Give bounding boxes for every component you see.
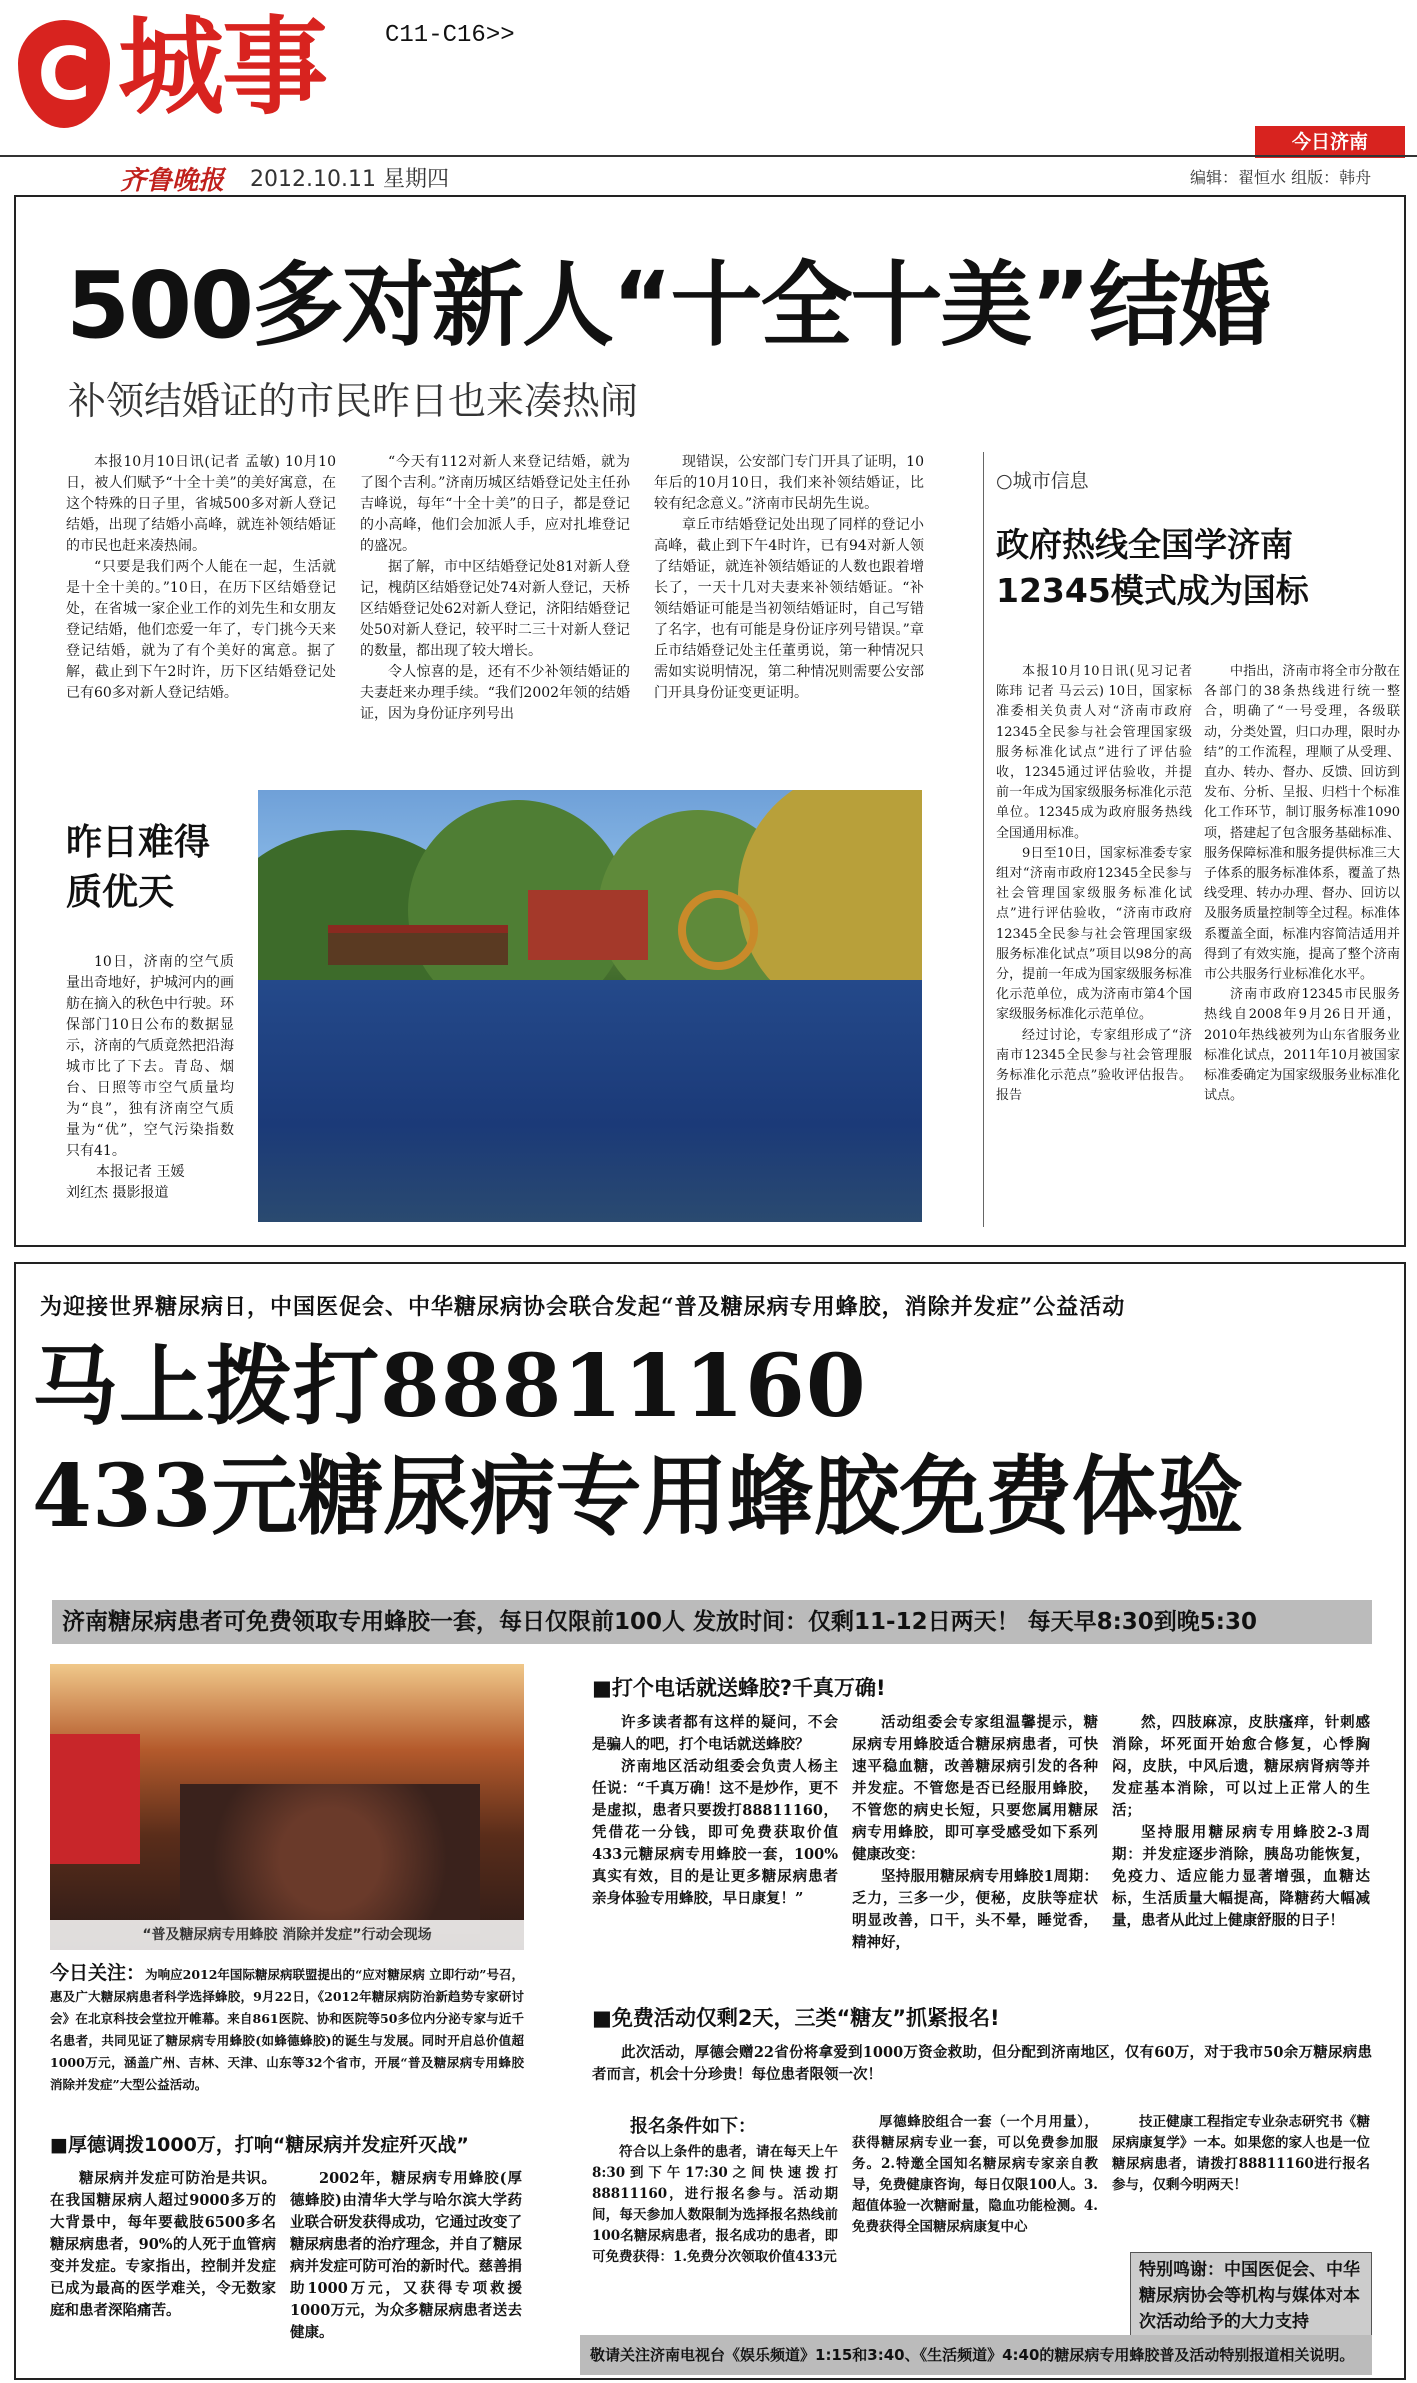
city-info-col-2 (1204, 662, 1400, 1106)
section-tag: 今日济南 (1255, 126, 1405, 158)
today-focus (50, 1958, 524, 2096)
city-info-col-1 (996, 662, 1192, 1106)
paragraph: 许多读者都有这样的疑问，不会是骗人的吧，打个电话就送蜂胶？ (592, 1714, 838, 1753)
paragraph: 糖尿病并发症可防治是共识。在我国糖尿病人超过9000多万的大背景中，每年要截肢6500多名糖尿病患者，90%的人死于血管病变并发症。专家指出，控制并发症已成为最高的医学难关，令无数家庭和患者深陷痛苦。 (50, 2170, 276, 2319)
pleasure-boat (328, 925, 508, 965)
paragraph: “今天有112对新人来登记结婚，就为了图个吉利。”济南历城区结婚登记处主任孙吉峰说，每年“十全十美”的日子，都是登记的小高峰，他们会加派人手，应对扎堆登记的盛况。 (360, 454, 630, 554)
paragraph: 据了解，市中区结婚登记处81对新人登记，槐荫区结婚登记处74对新人登记，天桥区结婚登记处62对新人登记，济阳结婚登记处50对新人登记，较平时二三十对新人登记的数量，都出现了较大增长。 (360, 559, 630, 659)
paragraph: 9日至10日，国家标准委专家组对“济南市政府12345全民参与社会管理国家级服务标准化试点”进行评估验收，“济南市政府12345全民参与社会管理国家级服务标准化试点”项目以98分的高分，提前一年成为国家级服务标准化示范单位，成为济南市第4个国家级服务标准化示范单位。 (996, 845, 1192, 1023)
paragraph: “只要是我们两个人能在一起，生活就是十全十美的。”10日，在历下区结婚登记处，在省城一家企业工作的刘先生和女朋友登记结婚，他们恋爱一年了，专门挑今天来登记结婚，就为了有个美好的寓意。据了解，截止到下午2时许，历下区结婚登记处已有60多对新人登记结婚。 (66, 559, 336, 701)
paragraph: 章丘市结婚登记处出现了同样的登记小高峰，截止到下午4时许，已有94对新人领了结婚证，就连补领结婚证的人数也跟着增长了，一天十几对夫妻来补领结婚证。“补领结婚证可能是当初领结婚证时，自己写错了名字，也有可能是身份证序列号错误。”章丘市结婚登记处主任董勇说，第一种情况只需如实说明情况，第二种情况则需要公安部门开具身份证变更证明。 (654, 517, 924, 701)
section3-title: ■免费活动仅剩2天，三类“糖友”抓紧报名! (592, 2006, 1000, 2030)
paragraph: 现错误，公安部门专门开具了证明，10年后的10月10日，我们来补领结婚证，比较有纪念意义。”济南市民胡先生说。 (654, 454, 924, 512)
acknowledgement-box: 特别鸣谢：中国医促会、中华糖尿病协会等机构与媒体对本次活动给予的大力支持 (1130, 2252, 1372, 2340)
paragraph: 令人惊喜的是，还有不少补领结婚证的夫妻赶来办理手续。“我们2002年领的结婚证，因为身份证序列号出 (360, 664, 630, 722)
paragraph: 技正健康工程指定专业杂志研究书《糖尿病康复学》一本。如果您的家人也是一位糖尿病患者，请拨打88811160进行报名参与，仅剩今明两天！ (1112, 2114, 1370, 2193)
registration-title: 报名条件如下： (630, 2116, 756, 2137)
photo-credit: 刘红杰 摄影报道 (66, 1185, 169, 1201)
section-logo-c: C (18, 20, 110, 128)
masthead-divider (0, 155, 1417, 157)
lake-photo (258, 790, 922, 1222)
paragraph: 本报10月10日讯(见习记者 陈玮 记者 马云云) 10日，国家标准委相关负责人对“济南市政府12345全民参与社会管理国家级服务标准化试点”进行了评估验收，12345通过评估验收，并提前一年成为国家级服务标准化示范单位。12345成为政府服务热线全国通用标准。 (996, 664, 1192, 841)
pavilion (528, 890, 648, 960)
registration-col-2 (852, 2112, 1098, 2238)
weather-headline-line-1: 昨日难得 (66, 822, 211, 863)
city-info-headline (996, 522, 1309, 614)
paragraph: 济南地区活动组委会负责人杨主任说：“千真万确！这不是炒作，更不是虚拟，患者只要拨打88811160，凭借花一分钱，即可免费获取价值433元糖尿病专用蜂胶一套，100%真实有效，目的是让更多糖尿病患者亲身体验专用蜂胶，早日康复！” (592, 1758, 838, 1907)
issue-date: 2012.10.11 星期四 (250, 167, 449, 192)
paper-name-logo: 齐鲁晚报 (120, 166, 225, 196)
lead-headline: 500多对新人“十全十美”结婚 (66, 252, 1269, 359)
paragraph: 活动组委会专家组温馨提示，糖尿病专用蜂胶适合糖尿病患者，可快速平稳血糖，改善糖尿病引发的各种并发症。不管您是否已经服用蜂胶，不管您的病史长短，只要您属用糖尿病专用蜂胶，即可享受感受如下系列健康改变： (852, 1714, 1098, 1863)
lead-col-1 (66, 452, 336, 704)
audience (180, 1784, 480, 1934)
section3-intro (592, 2042, 1372, 2086)
city-info-headline-line-1: 政府热线全国学济南 (996, 525, 1293, 564)
waterwheel (678, 890, 758, 970)
section2-col-3 (1112, 1712, 1370, 1932)
editors-credit: 编辑：翟恒水 组版：韩舟 (1190, 168, 1372, 187)
weather-body (66, 952, 234, 1204)
ad-intro: 为迎接世界糖尿病日，中国医促会、中华糖尿病协会联合发起“普及糖尿病专用蜂胶，消除并发症”公益活动 (40, 1294, 1126, 1320)
lead-col-2 (360, 452, 630, 725)
section1-col-1 (50, 2168, 276, 2322)
paragraph: 此次活动，厚德会赠22省份将拿爱到1000万资金救助，但分配到济南地区，仅有60万，对于我市50余万糖尿病患者而言，机会十分珍贵！每位患者限领一次！ (592, 2044, 1372, 2083)
section-title: 城事 (118, 6, 326, 129)
paragraph: 符合以上条件的患者，请在每天上午8:30到下午17:30之间快速拨打88811160，进行报名参与。活动期间，每天参加人数限制为选择报名热线前100名糖尿病患者，报名成功的患者，即可免费获得：1.免费分次领取价值433元 (592, 2144, 838, 2265)
paragraph: 中指出，济南市将全市分散在各部门的38条热线进行统一整合，明确了“一号受理，各级联动，分类处置，归口办理，限时办结”的工作流程，理顺了从受理、直办、转办、督办、反馈、回访到发布、分析、呈报、归档十个标准化工作环节，制订服务标准1090项，搭建起了包含服务基础标准、服务保障标准和服务提供标准三大子体系的服务标准体系，覆盖了热线受理、转办办理、督办、回访以及服务质量控制等全过程。标准体系覆盖全面，标准内容简洁适用并得到了有效实施，提高了整个济南市公共服务行业标准化水平。 (1204, 664, 1400, 983)
paragraph: 10日，济南的空气质量出奇地好，护城河内的画舫在摘入的秋色中行驶。环保部门10日公布的数据显示，济南的气质竟然把沿海城市比了下去。青岛、烟台、日照等市空气质量均为“良”，独有济南空气质量为“优”，空气污染指数只有41。 (66, 954, 234, 1159)
section2-title: ■打个电话就送蜂胶?千真万确! (592, 1676, 886, 1700)
paragraph: 坚持服用糖尿病专用蜂胶1周期：乏力，三多一少，便秘，皮肤等症状明显改善，口干，头不晕，睡觉香，精神好， (852, 1868, 1098, 1951)
column-divider (983, 452, 984, 1227)
section1-title: ■厚德调拨1000万，打响“糖尿病并发症歼灭战” (50, 2134, 469, 2156)
today-focus-text: 为响应2012年国际糖尿病联盟提出的“应对糖尿病 立即行动”号召，惠及广大糖尿病患者科学选择蜂胶，9月22日，《2012年糖尿病防治新趋势专家研讨会》在北京科技会堂拉开帷幕。来自861医院、协和医院等50多位内分泌专家与近千名患者，共同见证了糖尿病专用蜂胶(如蜂德蜂胶)的诞生与发展。同时开启总价值超1000万元，涵盖广州、吉林、天津、山东等32个省市，开展“普及糖尿病专用蜂胶 消除并发症”大型公益活动。 (50, 1967, 524, 2092)
stage-banner (50, 1734, 140, 1864)
ad-schedule-bar: 济南糖尿病患者可免费领取专用蜂胶一套，每日仅限前100人 发放时间：仅剩11-12日两天！ 每天早8:30到晚5:30 (52, 1600, 1372, 1644)
section1-col-2 (290, 2168, 522, 2344)
photo-caption: “普及糖尿病专用蜂胶 消除并发症”行动会现场 (50, 1920, 524, 1950)
paragraph: 坚持服用糖尿病专用蜂胶2-3周期：并发症逐步消除，胰岛功能恢复，免疫力、适应能力显著增强，血糖达标，生活质量大幅提高，降糖药大幅减量，患者从此过上健康舒服的日子！ (1112, 1824, 1370, 1929)
paragraph: 然，四肢麻凉，皮肤瘙痒，针刺感消除，坏死面开始愈合修复，心悸胸闷，皮肤，中风后遗，糖尿病肾病等并发症基本消除，可以过上正常人的生活； (1112, 1714, 1370, 1819)
conference-photo (50, 1664, 524, 1950)
section2-col-2 (852, 1712, 1098, 1954)
ad-hotline-headline: 马上拨打88811160 (32, 1336, 867, 1437)
ad-offer-headline: 433元糖尿病专用蜂胶免费体验 (32, 1446, 1244, 1547)
paragraph: 济南市政府12345市民服务热线自2008年9月26日开通，2010年热线被列为山东省服务业标准化试点，2011年10月被国家标准委确定为国家级服务业标准化试点。 (1204, 987, 1400, 1104)
paragraph: 经过讨论，专家组形成了“济南市12345全民参与社会管理服务标准化示范点”验收评估报告。报告 (996, 1027, 1192, 1104)
section2-col-1 (592, 1712, 838, 1910)
weather-headline-line-2: 质优天 (66, 872, 175, 914)
weather-headline (66, 818, 210, 919)
registration-col-1 (592, 2142, 838, 2268)
reporter-credit: 本报记者 王媛 (96, 1164, 185, 1180)
tv-notice-bar: 敬请关注济南电视台《娱乐频道》1:15和3:40、《生活频道》4:40的糖尿病专用蜂胶普及活动特别报道相关说明。 (580, 2335, 1372, 2375)
city-info-headline-line-2: 12345模式成为国标 (996, 571, 1309, 611)
today-focus-label: 今日关注： (50, 1962, 146, 1984)
paragraph: 厚德蜂胶组合一套（一个月用量），获得糖尿病专业一套，可以免费参加服务。2.特邀全国知名糖尿病专家亲自教导，免费健康咨询，每日仅限100人。3.超值体验一次糖耐量，隐血功能检测。4.免费获得全国糖尿病康复中心 (852, 2114, 1098, 2235)
paragraph: 本报10月10日讯(记者 孟敏) 10月10日，被人们赋予“十全十美”的美好寓意，在这个特殊的日子里，省城500多对新人登记结婚，出现了结婚小高峰，就连补领结婚证的市民也赶来凑热闹。 (66, 454, 336, 554)
lead-subhead: 补领结婚证的市民昨日也来凑热闹 (68, 379, 639, 423)
paragraph: 2002年，糖尿病专用蜂胶(厚德蜂胶)由清华大学与哈尔滨大学药业联合研发获得成功，它通过改变了糖尿病患者的治疗理念，并自了糖尿病并发症可防可治的新时代。慈善捐助1000万元，又获得专项救援1000万元，为众多糖尿病患者送去健康。 (290, 2170, 522, 2341)
lake-water (258, 980, 922, 1222)
lead-col-3 (654, 452, 924, 704)
city-info-label: ○城市信息 (996, 470, 1089, 492)
page-range: C11-C16>> (385, 22, 515, 49)
registration-col-3 (1112, 2112, 1370, 2196)
